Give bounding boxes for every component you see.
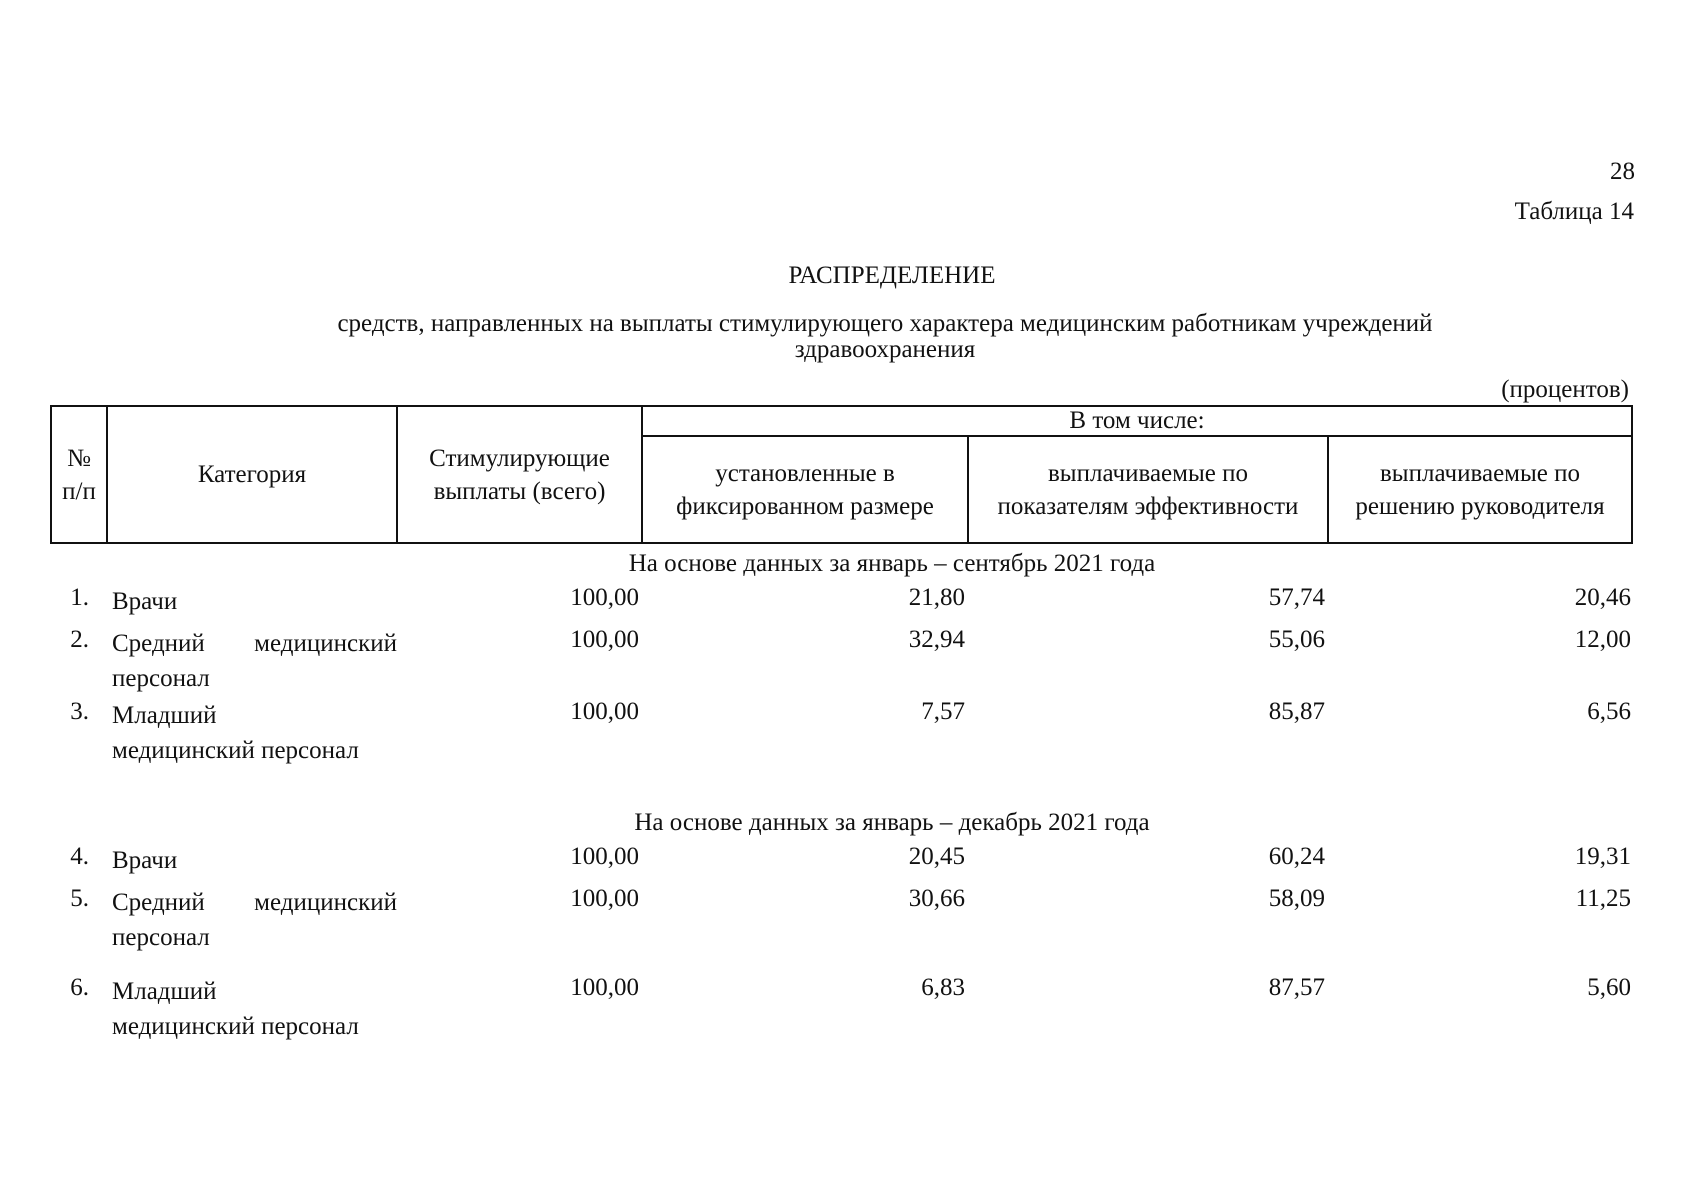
category-line-2: медицинский персонал	[112, 737, 359, 764]
header-fixed-line-1: установленные в	[715, 459, 895, 487]
header-category: Категория	[107, 406, 397, 543]
table-row	[0, 626, 1697, 696]
row-number: 4.	[70, 843, 89, 870]
category-word-1: Средний	[112, 889, 205, 916]
header-fixed-line-2: фиксированном размере	[676, 492, 934, 520]
row-number: 6.	[70, 974, 89, 1001]
header-fixed	[642, 436, 968, 543]
header-total-line-2: выплаты (всего)	[433, 477, 606, 505]
row-fixed: 7,57	[921, 698, 965, 725]
category-word-2: медицинский	[254, 889, 397, 916]
document-subtitle	[260, 311, 1510, 363]
page-number: 28	[1610, 158, 1635, 185]
header-total	[397, 406, 642, 543]
header-number-line-1: №	[67, 444, 91, 472]
row-fixed: 6,83	[921, 974, 965, 1001]
row-fixed: 32,94	[908, 626, 965, 653]
category-line-1: Младший	[112, 702, 217, 729]
row-number: 2.	[70, 626, 89, 653]
row-efficiency: 60,24	[1268, 843, 1325, 870]
category-line-1	[112, 626, 397, 661]
row-category	[112, 974, 397, 1044]
header-efficiency-line-2: показателям эффективности	[997, 492, 1299, 520]
row-category	[112, 584, 397, 619]
header-number-line-2: п/п	[62, 477, 96, 505]
section-heading: На основе данных за январь – сентябрь 2021 года	[628, 550, 1156, 577]
row-manager: 20,46	[1574, 584, 1631, 611]
header-total-line-1: Стимулирующие	[429, 444, 610, 472]
table-header	[50, 405, 1633, 544]
row-total: 100,00	[570, 974, 639, 1001]
row-efficiency: 85,87	[1268, 698, 1325, 725]
row-total: 100,00	[570, 626, 639, 653]
category-line-1: Врачи	[112, 847, 178, 874]
category-line-1: Младший	[112, 978, 217, 1005]
table-row	[0, 885, 1697, 955]
units-note: (процентов)	[1501, 376, 1629, 403]
row-manager: 6,56	[1587, 698, 1631, 725]
category-line-2: медицинский персонал	[112, 1013, 359, 1040]
row-manager: 19,31	[1574, 843, 1631, 870]
header-number	[51, 406, 107, 543]
header-manager-line-2: решению руководителя	[1355, 492, 1605, 520]
category-line-1	[112, 885, 397, 920]
row-number: 3.	[70, 698, 89, 725]
category-word-2: медицинский	[254, 630, 397, 657]
category-word-1: Средний	[112, 630, 205, 657]
table-label: Таблица 14	[1514, 198, 1634, 225]
row-number: 5.	[70, 885, 89, 912]
row-category	[112, 698, 397, 768]
row-manager: 12,00	[1574, 626, 1631, 653]
row-total: 100,00	[570, 698, 639, 725]
header-including: В том числе:	[642, 406, 1632, 436]
category-line-2: персонал	[112, 665, 210, 692]
row-efficiency: 58,09	[1268, 885, 1325, 912]
subtitle-line-2: здравоохранения	[794, 336, 976, 363]
category-line-2: персонал	[112, 924, 210, 951]
row-manager: 5,60	[1587, 974, 1631, 1001]
row-fixed: 20,45	[908, 843, 965, 870]
header-manager	[1328, 436, 1632, 543]
row-total: 100,00	[570, 885, 639, 912]
header-efficiency-line-1: выплачиваемые по	[1047, 459, 1248, 487]
row-manager: 11,25	[1575, 885, 1631, 912]
row-efficiency: 57,74	[1268, 584, 1325, 611]
row-fixed: 30,66	[908, 885, 965, 912]
row-category	[112, 626, 397, 696]
row-total: 100,00	[570, 584, 639, 611]
row-category	[112, 885, 397, 955]
row-efficiency: 87,57	[1268, 974, 1325, 1001]
row-number: 1.	[70, 584, 89, 611]
row-efficiency: 55,06	[1268, 626, 1325, 653]
document-title: РАСПРЕДЕЛЕНИЕ	[788, 262, 996, 289]
header-efficiency	[968, 436, 1328, 543]
table-row	[0, 698, 1697, 768]
category-line-1: Врачи	[112, 588, 178, 615]
row-total: 100,00	[570, 843, 639, 870]
row-category	[112, 843, 397, 878]
table-row	[0, 974, 1697, 1044]
row-fixed: 21,80	[908, 584, 965, 611]
header-manager-line-1: выплачиваемые по	[1380, 459, 1581, 487]
subtitle-line-1: средств, направленных на выплаты стимулирующего характера медицинским работникам учреждений	[337, 310, 1433, 337]
section-heading: На основе данных за январь – декабрь 2021 года	[634, 809, 1150, 836]
